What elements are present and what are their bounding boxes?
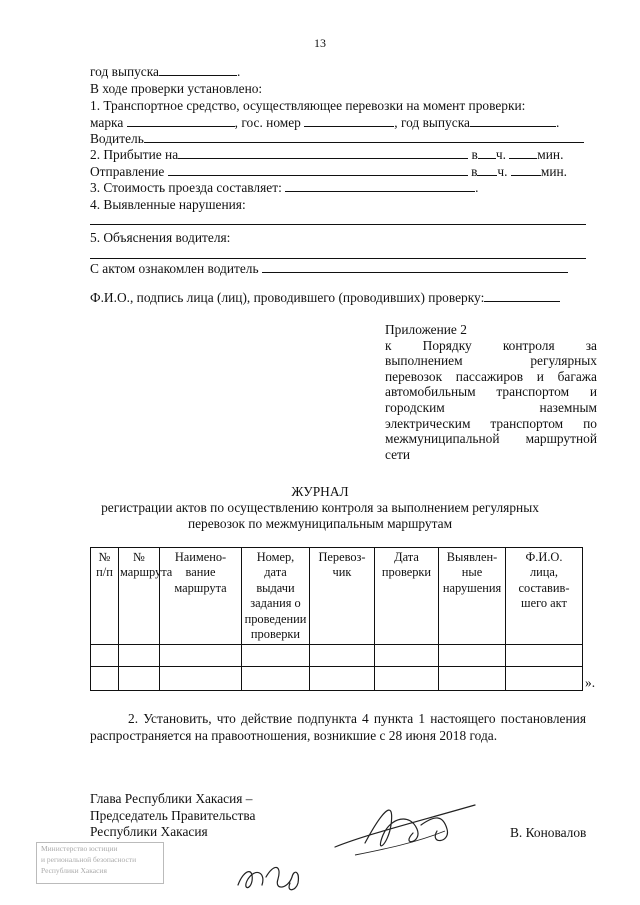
acquainted-field[interactable] <box>262 261 568 273</box>
arrival-place-field[interactable] <box>178 147 468 159</box>
form-line-acquainted <box>90 261 568 277</box>
appendix-line: городским наземным <box>385 399 597 415</box>
table-cell[interactable] <box>439 645 506 667</box>
appendix-line: выполнением регулярных <box>385 353 597 369</box>
vehicle-year-label: , год выпуска <box>394 115 470 130</box>
journal-table <box>90 547 583 691</box>
min-label: мин. <box>537 147 564 162</box>
driver-label: Водитель <box>90 131 144 146</box>
year-label: год выпуска <box>90 64 159 79</box>
header-cell: Выявлен- ные нарушения <box>439 548 506 645</box>
table-cell[interactable] <box>119 667 160 691</box>
violations-blank-line[interactable] <box>90 224 586 225</box>
arrival-min-field[interactable] <box>509 147 537 159</box>
form-line-year <box>90 64 240 80</box>
table-cell[interactable] <box>91 667 119 691</box>
explanations-blank-line[interactable] <box>90 258 586 259</box>
vehicle-year-field[interactable] <box>470 115 556 127</box>
at-label: в <box>471 164 478 179</box>
appendix-line: к Порядку контроля за <box>385 337 597 353</box>
table-cell[interactable] <box>91 645 119 667</box>
signature-scribble <box>325 785 485 865</box>
brand-field[interactable] <box>127 115 235 127</box>
signatory-title <box>90 791 255 841</box>
form-line-departure <box>90 164 567 180</box>
form-line-cost <box>90 180 479 196</box>
form-line-explanations: 5. Объяснения водителя: <box>90 230 231 245</box>
journal-subtitle-1: регистрации актов по осуществлению контроля за выполнением регулярных <box>101 500 539 515</box>
stamp-line: и региональной безопасности <box>41 855 137 864</box>
registration-stamp <box>36 842 164 884</box>
stamp-line: Министерство юстиции <box>41 844 118 853</box>
table-cell[interactable] <box>160 645 242 667</box>
departure-label: Отправление <box>90 164 165 179</box>
plate-field[interactable] <box>304 115 394 127</box>
form-line-driver <box>90 131 584 147</box>
min-label: мин. <box>540 164 568 179</box>
header-cell: Номер, дата выдачи задания о проведении проверки <box>242 548 310 645</box>
form-line-established: В ходе проверки установлено: <box>90 81 263 96</box>
signatory-line: Республики Хакасия <box>90 824 208 839</box>
arrival-label: 2. Прибытие на <box>90 147 179 162</box>
cost-label: 3. Стоимость проезда составляет: <box>90 180 282 195</box>
appendix-line: Приложение 2 <box>385 322 467 337</box>
signatory-line: Глава Республики Хакасия – <box>90 791 253 806</box>
table-cell[interactable] <box>375 645 439 667</box>
hour-label: ч. <box>497 164 508 179</box>
stamp-line: Республики Хакасия <box>41 866 107 875</box>
brand-label: марка <box>90 115 124 130</box>
line-end: . <box>475 180 479 195</box>
header-cell: Наимено- вание маршрута <box>160 548 242 645</box>
inspector-field[interactable] <box>484 290 560 302</box>
table-cell[interactable] <box>375 667 439 691</box>
table-cell[interactable] <box>242 645 310 667</box>
at-label: в <box>471 147 478 162</box>
inspector-label: Ф.И.О., подпись лица (лиц), проводившего (проводивших) проверку: <box>90 290 485 305</box>
form-line-inspector <box>90 290 560 306</box>
appendix-line: электрическим транспортом по <box>385 415 597 431</box>
journal-title: ЖУРНАЛ <box>291 484 349 499</box>
form-line-vehicle-details <box>90 115 559 131</box>
table-header-row <box>91 548 583 645</box>
header-cell: Перевоз- чик <box>310 548 375 645</box>
form-line-vehicle: 1. Транспортное средство, осуществляющее перевозки на момент проверки: <box>90 98 526 113</box>
header-cell: Ф.И.О. лица, составив- шего акт <box>506 548 583 645</box>
table-cell[interactable] <box>506 645 583 667</box>
arrival-hour-field[interactable] <box>478 147 496 159</box>
table-cell[interactable] <box>242 667 310 691</box>
header-cell: № маршрута <box>119 548 160 645</box>
header-cell: Дата проверки <box>375 548 439 645</box>
closing-quote: ». <box>585 675 596 690</box>
line-end: . <box>237 64 241 79</box>
appendix-line: сети <box>385 446 411 462</box>
initials-scribble <box>230 855 310 897</box>
hour-label: ч. <box>495 147 506 162</box>
paragraph-line: 2. Установить, что действие подпункта 4 пункта 1 настоящего постановления <box>128 711 586 726</box>
line-end: . <box>555 115 560 130</box>
table-cell[interactable] <box>310 667 375 691</box>
table-cell[interactable] <box>506 667 583 691</box>
appendix-block <box>385 322 597 462</box>
appendix-line: межмуниципальной маршрутной <box>385 431 597 447</box>
cost-field[interactable] <box>285 180 475 192</box>
table-row <box>91 667 583 691</box>
form-line-violations: 4. Выявленные нарушения: <box>90 197 246 212</box>
plate-label: , гос. номер <box>234 115 301 130</box>
paragraph-line: распространяется на правоотношения, возникшие с 28 июня 2018 года. <box>90 728 498 743</box>
departure-hour-field[interactable] <box>477 164 497 176</box>
appendix-line: автомобильным транспортом и <box>385 384 597 400</box>
header-cell: № п/п <box>91 548 119 645</box>
table-cell[interactable] <box>160 667 242 691</box>
departure-min-field[interactable] <box>511 164 541 176</box>
journal-subtitle-2: перевозок по межмуниципальным маршрутам <box>187 516 453 531</box>
signatory-name: В. Коновалов <box>510 825 587 840</box>
departure-place-field[interactable] <box>168 164 468 176</box>
table-row <box>91 645 583 667</box>
appendix-line: перевозок пассажиров и багажа <box>385 368 597 384</box>
table-cell[interactable] <box>439 667 506 691</box>
paragraph-2 <box>90 710 586 744</box>
table-cell[interactable] <box>119 645 160 667</box>
page-number: 13 <box>314 36 326 50</box>
table-cell[interactable] <box>310 645 375 667</box>
signatory-line: Председатель Правительства <box>90 807 256 823</box>
driver-field[interactable] <box>144 131 584 143</box>
blank-field[interactable] <box>159 64 237 76</box>
form-line-arrival <box>90 147 563 163</box>
acquainted-label: С актом ознакомлен водитель <box>90 261 259 276</box>
